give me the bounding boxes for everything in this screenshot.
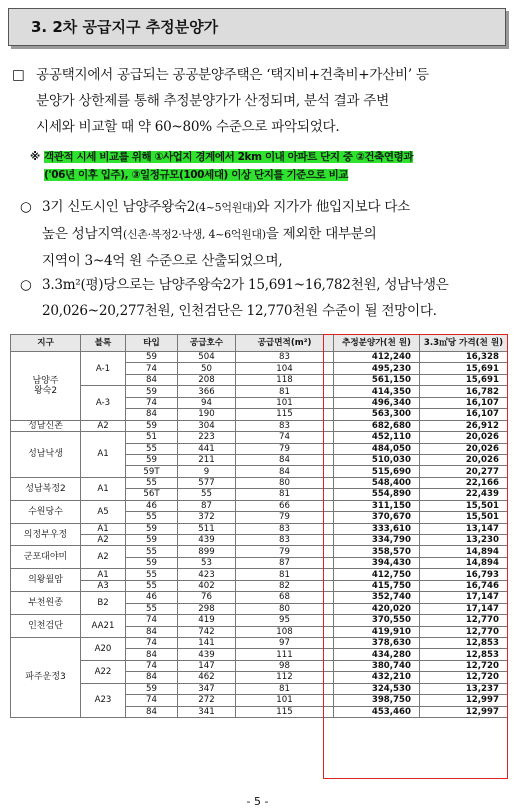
cell-block: A1: [81, 569, 126, 580]
cell-area: 111: [236, 649, 334, 660]
cell-price: 412,240: [334, 352, 420, 363]
circle-bullet-icon: ○: [20, 277, 32, 293]
cell-units: 55: [178, 489, 236, 500]
page-number: - 5 -: [246, 795, 269, 808]
cell-district: 의왕월암: [11, 569, 81, 592]
cell-area: 97: [236, 637, 334, 648]
table-row: [11, 637, 508, 648]
header-type: 타입: [126, 335, 178, 352]
cell-district: 군포대야미: [11, 546, 81, 569]
cell-units: 504: [178, 352, 236, 363]
cell-price-per-pyeong: 15,691: [420, 374, 508, 385]
cell-units: 190: [178, 409, 236, 420]
cell-units: 439: [178, 649, 236, 660]
cell-price: 352,740: [334, 592, 420, 603]
cell-price-per-pyeong: 15,691: [420, 363, 508, 374]
cell-block: A5: [81, 500, 126, 523]
cell-area: 84: [236, 454, 334, 465]
cell-area: 101: [236, 397, 334, 408]
cell-price-per-pyeong: 20,026: [420, 432, 508, 443]
cell-price: 398,750: [334, 695, 420, 706]
cell-block: A1: [81, 432, 126, 478]
cell-type: 74: [126, 363, 178, 374]
cell-area: 79: [236, 546, 334, 557]
cell-price: 510,030: [334, 454, 420, 465]
cell-price: 420,020: [334, 603, 420, 614]
cell-area: 79: [236, 512, 334, 523]
cell-block: A2: [81, 546, 126, 569]
cell-price-per-pyeong: 20,277: [420, 466, 508, 477]
cell-area: 80: [236, 477, 334, 488]
cell-area: 112: [236, 672, 334, 683]
cell-price-per-pyeong: 22,439: [420, 489, 508, 500]
table-row: [11, 420, 508, 431]
cell-price-per-pyeong: 13,230: [420, 535, 508, 546]
cell-area: 101: [236, 695, 334, 706]
table-row: [11, 592, 508, 603]
cell-type: 55: [126, 443, 178, 454]
cell-district: 성남복정2: [11, 477, 81, 500]
cell-price-per-pyeong: 17,147: [420, 603, 508, 614]
cell-type: 59T: [126, 466, 178, 477]
cell-units: 147: [178, 660, 236, 671]
cell-units: 439: [178, 535, 236, 546]
cell-price: 311,150: [334, 500, 420, 511]
cell-units: 423: [178, 569, 236, 580]
cell-type: 59: [126, 523, 178, 534]
reference-mark-icon: ※: [30, 151, 40, 163]
cell-area: 83: [236, 352, 334, 363]
point-1: [20, 194, 508, 274]
cell-price: 370,550: [334, 615, 420, 626]
table-row: [11, 683, 508, 694]
cell-type: 84: [126, 706, 178, 717]
cell-price-per-pyeong: 16,782: [420, 386, 508, 397]
cell-type: 55: [126, 580, 178, 591]
table-row: [11, 477, 508, 488]
cell-type: 55: [126, 477, 178, 488]
point1-line3: 지역이 3~4억 원 수준으로 산출되었으며,: [42, 253, 283, 269]
cell-type: 59: [126, 535, 178, 546]
cell-price: 370,670: [334, 512, 420, 523]
point1-line2c: 을 제외한 대부분의: [265, 226, 377, 242]
cell-price-per-pyeong: 22,166: [420, 477, 508, 488]
cell-type: 59: [126, 557, 178, 568]
cell-block: A-1: [81, 352, 126, 386]
cell-type: 59: [126, 386, 178, 397]
cell-district: 남양주 왕숙2: [11, 352, 81, 421]
cell-type: 84: [126, 374, 178, 385]
intro-line-2: 분양가 상한제를 통해 추정분양가가 산정되며, 분석 결과 주변: [36, 93, 389, 109]
cell-type: 74: [126, 397, 178, 408]
header-district: 지구: [11, 335, 81, 352]
cell-block: A20: [81, 637, 126, 660]
cell-area: 74: [236, 432, 334, 443]
cell-price: 554,890: [334, 489, 420, 500]
cell-price-per-pyeong: 12,853: [420, 649, 508, 660]
cell-block: A1: [81, 477, 126, 500]
cell-type: 84: [126, 626, 178, 637]
cell-area: 81: [236, 569, 334, 580]
cell-price-per-pyeong: 26,912: [420, 420, 508, 431]
cell-area: 68: [236, 592, 334, 603]
cell-type: 55: [126, 512, 178, 523]
cell-units: 50: [178, 363, 236, 374]
cell-block: A23: [81, 683, 126, 717]
point-2: [20, 272, 508, 324]
table-row: [11, 386, 508, 397]
cell-price: 682,680: [334, 420, 420, 431]
cell-price-per-pyeong: 13,147: [420, 523, 508, 534]
cell-units: 94: [178, 397, 236, 408]
cell-type: 46: [126, 592, 178, 603]
cell-area: 66: [236, 500, 334, 511]
cell-district: 파주운정3: [11, 637, 81, 717]
cell-price: 432,210: [334, 672, 420, 683]
header-area: 공급면적(m²): [236, 335, 334, 352]
cell-area: 115: [236, 409, 334, 420]
cell-district: 성남신촌: [11, 420, 81, 431]
note-line-2: ('06년 이후 입주), ③일정규모(100세대) 이상 단지를 기준으로 비교: [44, 169, 349, 181]
cell-price: 412,750: [334, 569, 420, 580]
cell-type: 84: [126, 649, 178, 660]
cell-block: B2: [81, 592, 126, 615]
table-row: [11, 523, 508, 534]
cell-district: 의정부우정: [11, 523, 81, 546]
cell-area: 118: [236, 374, 334, 385]
cell-price: 380,740: [334, 660, 420, 671]
square-bullet-icon: □: [12, 67, 25, 83]
cell-type: 55: [126, 603, 178, 614]
cell-units: 511: [178, 523, 236, 534]
cell-price-per-pyeong: 12,720: [420, 660, 508, 671]
cell-price: 334,790: [334, 535, 420, 546]
cell-area: 82: [236, 580, 334, 591]
cell-units: 304: [178, 420, 236, 431]
cell-type: 59: [126, 352, 178, 363]
cell-units: 341: [178, 706, 236, 717]
cell-block: A-3: [81, 386, 126, 420]
cell-units: 347: [178, 683, 236, 694]
cell-area: 81: [236, 489, 334, 500]
cell-units: 76: [178, 592, 236, 603]
cell-district: 성남낙생: [11, 432, 81, 478]
cell-type: 46: [126, 500, 178, 511]
cell-units: 372: [178, 512, 236, 523]
cell-price: 419,910: [334, 626, 420, 637]
cell-units: 419: [178, 615, 236, 626]
cell-type: 74: [126, 695, 178, 706]
cell-price-per-pyeong: 15,501: [420, 512, 508, 523]
cell-type: 59: [126, 683, 178, 694]
cell-type: 84: [126, 409, 178, 420]
cell-area: 95: [236, 615, 334, 626]
intro-line-1: 공공택지에서 공급되는 공공분양주택은 ‘택지비+건축비+가산비’ 등: [36, 67, 429, 83]
cell-units: 462: [178, 672, 236, 683]
cell-units: 87: [178, 500, 236, 511]
cell-price: 515,690: [334, 466, 420, 477]
cell-block: A1: [81, 523, 126, 534]
cell-price-per-pyeong: 12,997: [420, 695, 508, 706]
cell-price-per-pyeong: 12,997: [420, 706, 508, 717]
cell-area: 108: [236, 626, 334, 637]
cell-price: 394,430: [334, 557, 420, 568]
cell-price-per-pyeong: 13,237: [420, 683, 508, 694]
cell-price: 415,750: [334, 580, 420, 591]
cell-area: 104: [236, 363, 334, 374]
table-header-row: [11, 335, 508, 352]
cell-units: 223: [178, 432, 236, 443]
note-line-1: 객관적 시세 비교를 위해 ①사업지 경계에서 2km 이내 아파트 단지 중 ②건축연령과: [44, 151, 414, 163]
table-row: [11, 352, 508, 363]
cell-price: 333,610: [334, 523, 420, 534]
cell-price-per-pyeong: 16,107: [420, 409, 508, 420]
cell-price-per-pyeong: 12,720: [420, 672, 508, 683]
cell-price-per-pyeong: 17,147: [420, 592, 508, 603]
point1-line2a: 높은 성남지역: [42, 226, 124, 242]
cell-price: 452,110: [334, 432, 420, 443]
cell-area: 83: [236, 535, 334, 546]
point1-line1c: 와 지가가 他입지보다 다소: [256, 199, 411, 215]
cell-units: 577: [178, 477, 236, 488]
cell-price-per-pyeong: 16,793: [420, 569, 508, 580]
cell-type: 56T: [126, 489, 178, 500]
cell-area: 115: [236, 706, 334, 717]
cell-units: 53: [178, 557, 236, 568]
header-units: 공급호수: [178, 335, 236, 352]
cell-units: 441: [178, 443, 236, 454]
circle-bullet-icon: ○: [20, 199, 32, 215]
cell-price: 548,400: [334, 477, 420, 488]
cell-price: 434,280: [334, 649, 420, 660]
cell-units: 402: [178, 580, 236, 591]
table-row: [11, 500, 508, 511]
section-title: 3. 2차 공급지구 추정분양가: [31, 18, 219, 36]
intro-paragraph: [12, 62, 507, 140]
cell-block: A2: [81, 535, 126, 546]
cell-type: 74: [126, 660, 178, 671]
table-row: [11, 432, 508, 443]
cell-price: 496,340: [334, 397, 420, 408]
cell-price: 495,230: [334, 363, 420, 374]
cell-area: 98: [236, 660, 334, 671]
cell-units: 9: [178, 466, 236, 477]
cell-price-per-pyeong: 20,026: [420, 454, 508, 465]
cell-block: A22: [81, 660, 126, 683]
cell-block: A2: [81, 420, 126, 431]
point2-line1: 3.3m²(평)당으로는 남양주왕숙2가 15,691~16,782천원, 성남낙생은: [42, 277, 449, 293]
cell-area: 79: [236, 443, 334, 454]
cell-units: 141: [178, 637, 236, 648]
cell-type: 84: [126, 672, 178, 683]
intro-line-3: 시세와 비교할 때 약 60~80% 수준으로 파악되었다.: [36, 119, 340, 135]
cell-type: 59: [126, 420, 178, 431]
cell-price-per-pyeong: 20,026: [420, 443, 508, 454]
cell-price-per-pyeong: 16,746: [420, 580, 508, 591]
cell-units: 211: [178, 454, 236, 465]
cell-price-per-pyeong: 12,853: [420, 637, 508, 648]
point1-line1b: (4~5억원대): [195, 201, 257, 214]
cell-units: 742: [178, 626, 236, 637]
cell-units: 366: [178, 386, 236, 397]
cell-area: 83: [236, 420, 334, 431]
table-row: [11, 580, 508, 591]
cell-type: 51: [126, 432, 178, 443]
cell-type: 55: [126, 546, 178, 557]
cell-area: 81: [236, 386, 334, 397]
cell-units: 899: [178, 546, 236, 557]
table-row: [11, 546, 508, 557]
header-price: 추정분양가(천 원): [334, 335, 420, 352]
cell-units: 298: [178, 603, 236, 614]
header-price-per-pyeong: 3.3㎡당 가격(천 원): [420, 335, 508, 352]
cell-price: 484,050: [334, 443, 420, 454]
comparison-note: [30, 148, 508, 184]
header-block: 블록: [81, 335, 126, 352]
point1-line2b: (신촌·복정2·낙생, 4~6억원대): [123, 228, 266, 241]
price-table: [10, 334, 508, 718]
cell-price-per-pyeong: 15,501: [420, 500, 508, 511]
table-row: [11, 535, 508, 546]
table-body: [11, 352, 508, 718]
cell-price: 324,530: [334, 683, 420, 694]
cell-price: 358,570: [334, 546, 420, 557]
table-row: [11, 569, 508, 580]
cell-type: 74: [126, 637, 178, 648]
cell-price: 563,300: [334, 409, 420, 420]
cell-price-per-pyeong: 12,770: [420, 615, 508, 626]
cell-price-per-pyeong: 14,894: [420, 557, 508, 568]
cell-type: 55: [126, 569, 178, 580]
point1-line1a: 3기 신도시인 남양주왕숙2: [42, 199, 196, 215]
cell-type: 74: [126, 615, 178, 626]
cell-area: 87: [236, 557, 334, 568]
cell-price-per-pyeong: 16,328: [420, 352, 508, 363]
table-row: [11, 615, 508, 626]
cell-price-per-pyeong: 14,894: [420, 546, 508, 557]
cell-price: 453,460: [334, 706, 420, 717]
cell-district: 부천원종: [11, 592, 81, 615]
cell-price: 561,150: [334, 374, 420, 385]
section-header: [8, 8, 506, 46]
cell-units: 208: [178, 374, 236, 385]
cell-price: 378,630: [334, 637, 420, 648]
cell-area: 81: [236, 683, 334, 694]
table-row: [11, 660, 508, 671]
cell-type: 59: [126, 454, 178, 465]
cell-block: A3: [81, 580, 126, 591]
point2-line2: 20,026~20,277천원, 인천검단은 12,770천원 수준이 될 전망이다.: [42, 303, 437, 319]
cell-block: AA21: [81, 615, 126, 638]
cell-price: 414,350: [334, 386, 420, 397]
cell-district: 수원당수: [11, 500, 81, 523]
cell-area: 83: [236, 523, 334, 534]
cell-area: 80: [236, 603, 334, 614]
cell-price-per-pyeong: 12,770: [420, 626, 508, 637]
cell-units: 272: [178, 695, 236, 706]
cell-area: 84: [236, 466, 334, 477]
cell-district: 인천검단: [11, 615, 81, 638]
cell-price-per-pyeong: 16,107: [420, 397, 508, 408]
